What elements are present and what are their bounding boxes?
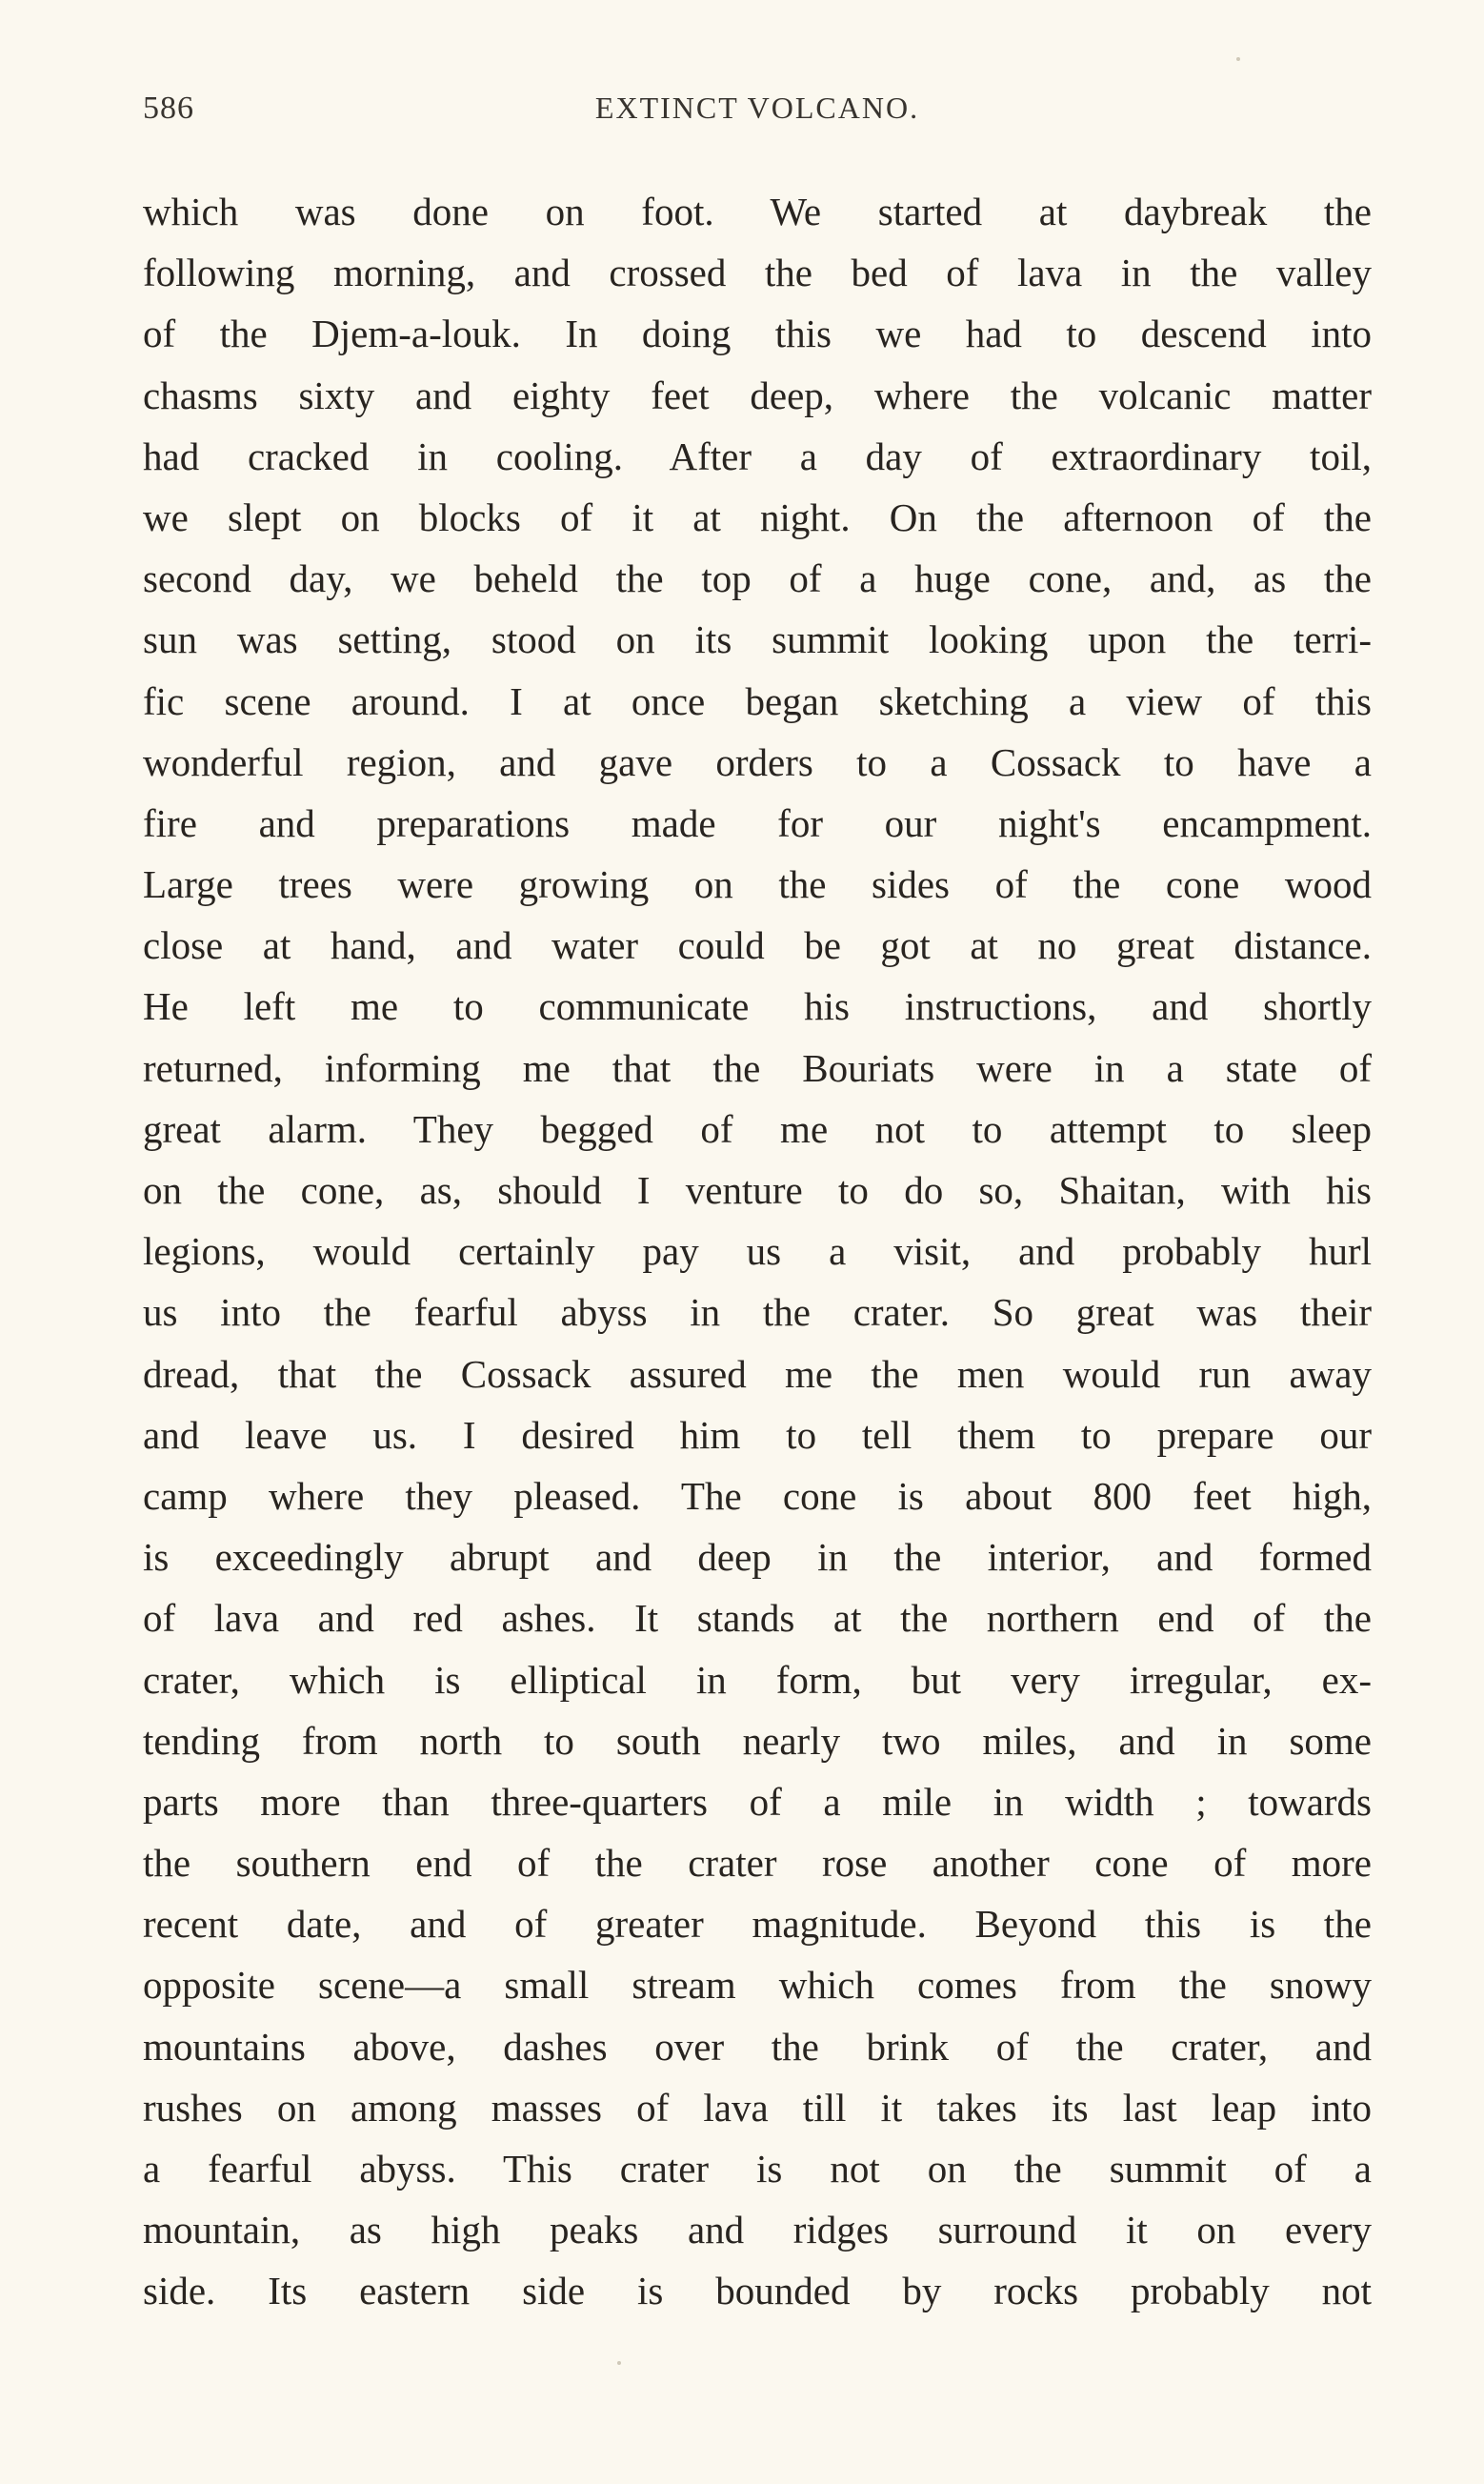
text-line: wonderful region, and gave orders to a Cossack to have a	[143, 739, 1372, 784]
text-line: of the Djem-a-louk. In doing this we had to descend into	[143, 312, 1372, 356]
text-line: returned, informing me that the Bouriats were in a state of	[143, 1045, 1372, 1090]
text-line: we slept on blocks of it at night. On the afternoon of the	[143, 495, 1372, 539]
body-text	[143, 181, 1372, 2322]
text-line: us into the fearful abyss in the crater. So great was their	[143, 1290, 1372, 1335]
text-line: tending from north to south nearly two miles, and in some	[143, 1718, 1372, 1763]
text-line: He left me to communicate his instructions, and shortly	[143, 984, 1372, 1029]
text-line: legions, would certainly pay us a visit, and probably hurl	[143, 1229, 1372, 1274]
text-line: had cracked in cooling. After a day of extraordinary toil,	[143, 434, 1372, 478]
text-line: chasms sixty and eighty feet deep, where the volcanic matter	[143, 373, 1372, 417]
text-line: on the cone, as, should I venture to do so, Shaitan, with his	[143, 1168, 1372, 1212]
text-line: camp where they pleased. The cone is about 800 feet high,	[143, 1473, 1372, 1518]
text-line: fire and preparations made for our night's encampment.	[143, 800, 1372, 845]
text-line: which was done on foot. We started at daybreak the	[143, 190, 1372, 233]
text-line: parts more than three-quarters of a mile in width ; towards	[143, 1779, 1372, 1824]
text-line: mountain, as high peaks and ridges surround it on every	[143, 2208, 1372, 2252]
text-line: opposite scene—a small stream which comes from the snowy	[143, 1963, 1372, 2008]
text-line: close at hand, and water could be got at no great distance.	[143, 923, 1372, 968]
chapter-title: EXTINCT VOLCANO.	[594, 91, 920, 125]
text-line: rushes on among masses of lava till it takes its last leap into	[143, 2085, 1372, 2130]
text-line: sun was setting, stood on its summit looking upon the terri-	[143, 617, 1372, 662]
text-line: a fearful abyss. This crater is not on the summit of a	[143, 2147, 1372, 2191]
text-line: of lava and red ashes. It stands at the northern end of the	[143, 1596, 1372, 1641]
text-line: second day, we beheld the top of a huge cone, and, as the	[143, 556, 1372, 601]
text-line: side. Its eastern side is bounded by rocks probably not	[143, 2269, 1372, 2313]
text-line: crater, which is elliptical in form, but very irregular, ex-	[143, 1657, 1372, 1702]
text-line: fic scene around. I at once began sketching a view of this	[143, 678, 1372, 723]
text-line: dread, that the Cossack assured me the men would run away	[143, 1351, 1372, 1396]
page-number: 586	[143, 91, 194, 126]
text-line: is exceedingly abrupt and deep in the interior, and formed	[143, 1535, 1372, 1580]
text-line: the southern end of the crater rose another cone of more	[143, 1841, 1372, 1886]
text-line: following morning, and crossed the bed of lava in the valley	[143, 251, 1372, 295]
text-line: recent date, and of greater magnitude. Beyond this is the	[143, 1902, 1372, 1947]
text-line: and leave us. I desired him to tell them to prepare our	[143, 1412, 1372, 1457]
running-head	[143, 91, 1372, 148]
paper-speck	[617, 2361, 621, 2365]
text-line: mountains above, dashes over the brink of the crater, and	[143, 2024, 1372, 2069]
paper-speck	[1236, 57, 1240, 61]
text-line: great alarm. They begged of me not to attempt to sleep	[143, 1106, 1372, 1151]
text-line: Large trees were growing on the sides of the cone wood	[143, 862, 1372, 907]
